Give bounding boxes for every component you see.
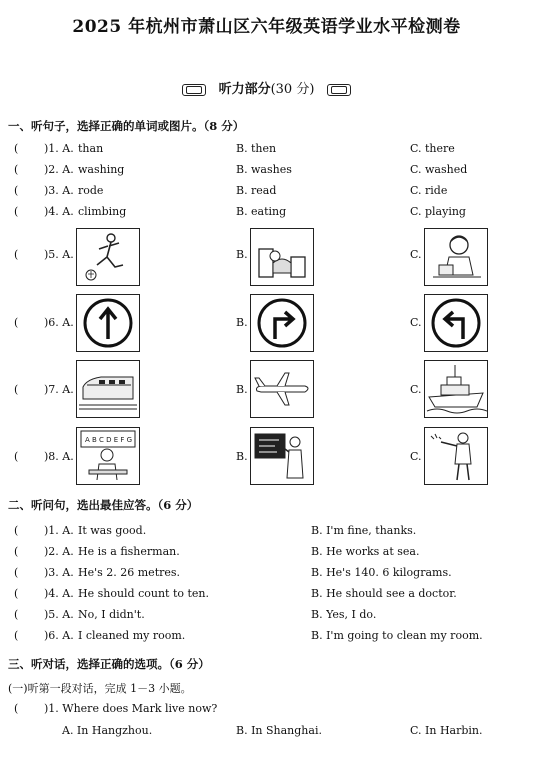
option-c-label: C. <box>410 205 422 218</box>
option-a: rode <box>78 184 104 197</box>
answer-paren[interactable]: ( <box>14 163 19 176</box>
option-c-label: C. <box>410 316 422 329</box>
svg-text:A B C D E F G: A B C D E F G <box>85 436 133 444</box>
listening-section-header <box>0 78 533 97</box>
answer-paren[interactable]: ( <box>14 587 19 600</box>
answer-paren[interactable]: ( <box>14 205 19 218</box>
option-c-label: C. <box>410 248 422 261</box>
answer-paren[interactable]: ( <box>14 450 19 463</box>
man-pointing-icon <box>424 427 488 485</box>
answer-paren[interactable]: ( <box>14 629 19 642</box>
answer-paren[interactable]: ( <box>14 248 19 261</box>
answer-paren[interactable]: ( <box>14 316 19 329</box>
question-text: )1. Where does Mark live now? <box>44 702 218 715</box>
option-a: than <box>78 142 104 155</box>
part3-heading: 三、听对话，选择正确的选项。（6 分） <box>8 657 210 671</box>
option-a: He is a fisherman. <box>78 545 180 558</box>
option-b: read <box>251 184 277 197</box>
question-number: )4. A. <box>44 205 74 218</box>
option-c: there <box>425 142 455 155</box>
option-b: B. In Shanghai. <box>236 724 322 737</box>
part1-heading: 一、听句子，选择正确的单词或图片。（8 分） <box>8 119 245 133</box>
listening-score: (30 分) <box>270 82 315 97</box>
turn-right-sign-icon <box>250 294 314 352</box>
answer-paren[interactable]: ( <box>14 184 19 197</box>
option-b: B. He should see a doctor. <box>311 587 457 600</box>
question-number: )6. A. <box>44 316 74 329</box>
option-b: B. He works at sea. <box>311 545 420 558</box>
page-title: 2025 年杭州市萧山区六年级英语学业水平检测卷 <box>72 17 461 37</box>
option-b-label: B. <box>236 450 248 463</box>
sleeping-in-bed-icon <box>250 228 314 286</box>
option-c-label: C. <box>410 184 422 197</box>
option-c: C. In Harbin. <box>410 724 483 737</box>
answer-paren[interactable]: ( <box>14 142 19 155</box>
question-number: )4. A. <box>44 587 74 600</box>
question-number: )6. A. <box>44 629 74 642</box>
ornament-right-icon <box>327 84 351 96</box>
option-a: climbing <box>78 205 127 218</box>
option-b-label: B. <box>236 142 248 155</box>
option-b: then <box>251 142 277 155</box>
option-a: It was good. <box>78 524 147 537</box>
option-b: B. I'm fine, thanks. <box>311 524 417 537</box>
option-a: He should count to ten. <box>78 587 210 600</box>
boy-reading-icon <box>424 228 488 286</box>
question-number: )2. A. <box>44 163 74 176</box>
listening-label: 听力部分 <box>218 82 271 97</box>
option-b-label: B. <box>236 163 248 176</box>
option-a: No, I didn't. <box>78 608 145 621</box>
option-c-label: C. <box>410 450 422 463</box>
student-at-blackboard-icon <box>76 427 140 485</box>
option-b: B. I'm going to clean my room. <box>311 629 483 642</box>
teacher-at-blackboard-icon <box>250 427 314 485</box>
question-number: )3. A. <box>44 566 74 579</box>
question-number: )5. A. <box>44 608 74 621</box>
ornament-left-icon <box>182 84 206 96</box>
option-b: eating <box>251 205 287 218</box>
go-straight-sign-icon <box>76 294 140 352</box>
train-icon <box>76 360 140 418</box>
part3-subheading: (一)听第一段对话，完成 1－3 小题。 <box>8 682 192 695</box>
option-c-label: C. <box>410 163 422 176</box>
option-c: washed <box>425 163 468 176</box>
option-c-label: C. <box>410 142 422 155</box>
answer-paren[interactable]: ( <box>14 545 19 558</box>
question-number: )3. A. <box>44 184 74 197</box>
option-b-label: B. <box>236 316 248 329</box>
option-b-label: B. <box>236 184 248 197</box>
option-a: I cleaned my room. <box>78 629 186 642</box>
option-c: ride <box>425 184 448 197</box>
question-number: )1. A. <box>44 524 74 537</box>
option-b-label: B. <box>236 205 248 218</box>
question-number: )2. A. <box>44 545 74 558</box>
option-b-label: B. <box>236 248 248 261</box>
question-number: )5. A. <box>44 248 74 261</box>
option-c-label: C. <box>410 383 422 396</box>
answer-paren[interactable]: ( <box>14 702 19 715</box>
option-a: washing <box>78 163 125 176</box>
answer-paren[interactable]: ( <box>14 566 19 579</box>
option-b-label: B. <box>236 383 248 396</box>
question-number: )8. A. <box>44 450 74 463</box>
turn-left-sign-icon <box>424 294 488 352</box>
option-b: washes <box>251 163 292 176</box>
option-b: B. Yes, I do. <box>311 608 377 621</box>
answer-paren[interactable]: ( <box>14 608 19 621</box>
answer-paren[interactable]: ( <box>14 383 19 396</box>
boy-playing-football-icon <box>76 228 140 286</box>
answer-paren[interactable]: ( <box>14 524 19 537</box>
plane-icon <box>250 360 314 418</box>
option-b: B. He's 140. 6 kilograms. <box>311 566 452 579</box>
option-a: A. In Hangzhou. <box>62 724 153 737</box>
question-number: )1. A. <box>44 142 74 155</box>
question-number: )7. A. <box>44 383 74 396</box>
part2-heading: 二、听问句，选出最佳应答。（6 分） <box>8 498 199 512</box>
ship-icon <box>424 360 488 418</box>
option-c: playing <box>425 205 466 218</box>
option-a: He's 2. 26 metres. <box>78 566 181 579</box>
